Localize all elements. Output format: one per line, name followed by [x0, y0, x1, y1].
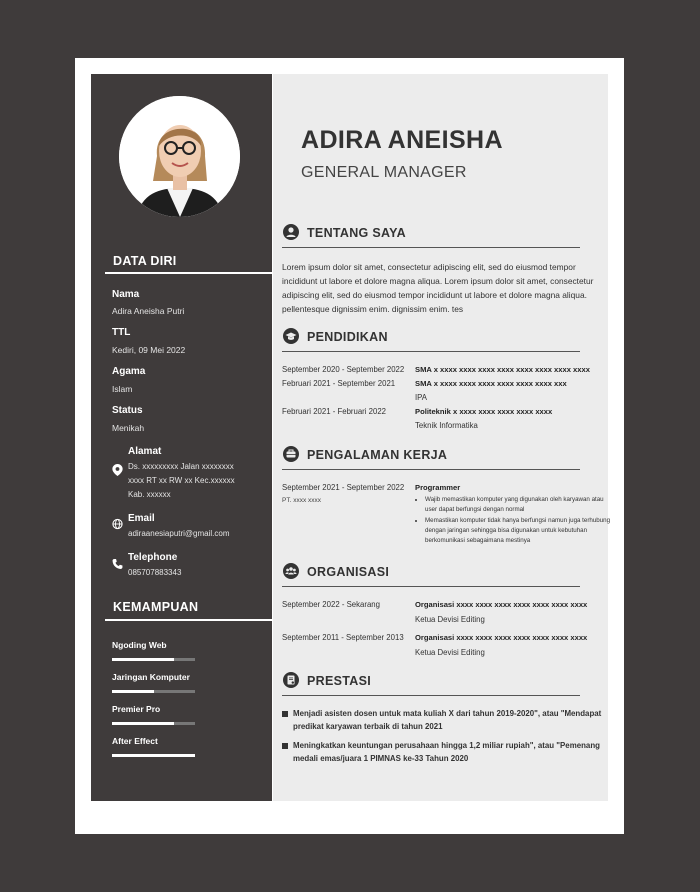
- group-icon: [283, 563, 299, 579]
- skill-bar: [112, 658, 195, 661]
- address-value: Ds. xxxxxxxxx Jalan xxxxxxxx xxxx RT xx RW xx Kec.xxxxxx Kab. xxxxxx: [128, 462, 235, 499]
- experience-position: Programmer: [415, 483, 461, 492]
- main-content: [273, 74, 611, 801]
- organization-date: September 2022 - Sekarang: [282, 600, 380, 609]
- organization-name: Organisasi xxxx xxxx xxxx xxxx xxxx xxxx xxxx: [415, 633, 588, 642]
- divider: [282, 469, 580, 470]
- profile-photo: [119, 96, 240, 217]
- phone-label: Telephone: [128, 552, 178, 563]
- divider: [105, 619, 272, 621]
- skill-name: Ngoding Web: [112, 640, 167, 650]
- email-value: adiraanesiaputri@gmail.com: [128, 529, 230, 538]
- education-school: SMA x xxxx xxxx xxxx xxxx xxxx xxxx xxxx xxxx: [415, 365, 590, 374]
- skill-name: After Effect: [112, 736, 158, 746]
- education-date: Februari 2021 - Februari 2022: [282, 407, 387, 416]
- education-major: Teknik Informatika: [415, 421, 478, 430]
- education-date: Februari 2021 - September 2021: [282, 379, 396, 388]
- achievement-text: Menjadi asisten dosen untuk mata kuliah X dari tahun 2019-2020", atau "Mendapat predikat karyawan terbaik di tahun 2021: [293, 709, 602, 731]
- skill-name: Jaringan Komputer: [112, 672, 190, 682]
- bullet-square-icon: [282, 743, 288, 749]
- divider: [105, 272, 272, 274]
- sidebar: [91, 74, 272, 801]
- divider: [282, 695, 580, 696]
- achievement-text: Meningkatkan keuntungan perusahaan hingga 1,2 miliar rupiah", atau "Pemenang medali emas/juara 1 PIMNAS ke-33 Tahun 2020: [293, 741, 600, 763]
- religion-value: Islam: [112, 384, 133, 394]
- personal-title: DATA DIRI: [113, 254, 177, 268]
- education-school: SMA x xxxx xxxx xxxx xxxx xxxx xxxx xxx: [415, 379, 567, 388]
- skill-bar: [112, 690, 195, 693]
- name-label: Nama: [112, 289, 140, 300]
- address-label: Alamat: [128, 446, 162, 457]
- experience-company: PT. xxxx xxxx: [282, 497, 322, 504]
- phone-icon: [112, 558, 123, 570]
- certificate-icon: [283, 672, 299, 688]
- skill-bar: [112, 754, 195, 757]
- religion-label: Agama: [112, 366, 146, 377]
- email-label: Email: [128, 513, 155, 524]
- status-value: Menikah: [112, 423, 145, 433]
- organization-date: September 2011 - September 2013: [282, 633, 404, 642]
- achievements-title: PRESTASI: [307, 674, 371, 688]
- organization-name: Organisasi xxxx xxxx xxxx xxxx xxxx xxxx xxxx: [415, 600, 588, 609]
- job-title: GENERAL MANAGER: [301, 164, 467, 181]
- about-title: TENTANG SAYA: [307, 226, 406, 240]
- education-date: September 2020 - September 2022: [282, 365, 405, 374]
- skills-title: KEMAMPUAN: [113, 600, 199, 614]
- bullet-square-icon: [282, 711, 288, 717]
- divider: [282, 351, 580, 352]
- list-item: • Wajib memastikan komputer yang digunakan oleh karyawan atau user dapat berfungsi dengan normal: [425, 495, 615, 515]
- location-pin-icon: [112, 464, 123, 476]
- organization-title: ORGANISASI: [307, 565, 390, 579]
- list-item: • Memastikan komputer tidak hanya berfungsi namun juga terhubung dengan jaringan sehingga bisa digunakan untuk kebutuhan berkomunikasi sebagaimana mestinya: [425, 516, 615, 546]
- organization-role: Ketua Devisi Editing: [415, 648, 485, 657]
- divider: [282, 247, 580, 248]
- birth-value: Kediri, 09 Mei 2022: [112, 345, 186, 355]
- graduation-cap-icon: [283, 328, 299, 344]
- education-school: Politeknik x xxxx xxxx xxxx xxxx xxxx: [415, 407, 553, 416]
- education-major: IPA: [415, 393, 427, 402]
- organization-role: Ketua Devisi Editing: [415, 615, 485, 624]
- briefcase-icon: [283, 446, 299, 462]
- experience-title: PENGALAMAN KERJA: [307, 448, 448, 462]
- person-name: ADIRA ANEISHA: [301, 126, 503, 154]
- about-text: Lorem ipsum dolor sit amet, consectetur adipiscing elit, sed do eiusmod tempor incididunt ut labore et dolore magna aliqua. Lorem ipsum dolor sit amet, consectetur adipiscing elit, sed do eiusmod tempor incididunt ut labore et dolore magna aliqua. pellentesque dignissim enim. dignissim enim. tes: [282, 262, 594, 314]
- user-icon: [283, 224, 299, 240]
- globe-icon: [112, 518, 123, 530]
- status-label: Status: [112, 405, 143, 416]
- experience-date: September 2021 - September 2022: [282, 483, 405, 492]
- education-title: PENDIDIKAN: [307, 330, 388, 344]
- experience-duties: [415, 495, 615, 547]
- birth-label: TTL: [112, 327, 131, 338]
- name-value: Adira Aneisha Putri: [112, 306, 185, 316]
- skill-name: Premier Pro: [112, 704, 161, 714]
- divider: [282, 586, 580, 587]
- skill-bar: [112, 722, 195, 725]
- phone-value: 085707883343: [128, 568, 182, 577]
